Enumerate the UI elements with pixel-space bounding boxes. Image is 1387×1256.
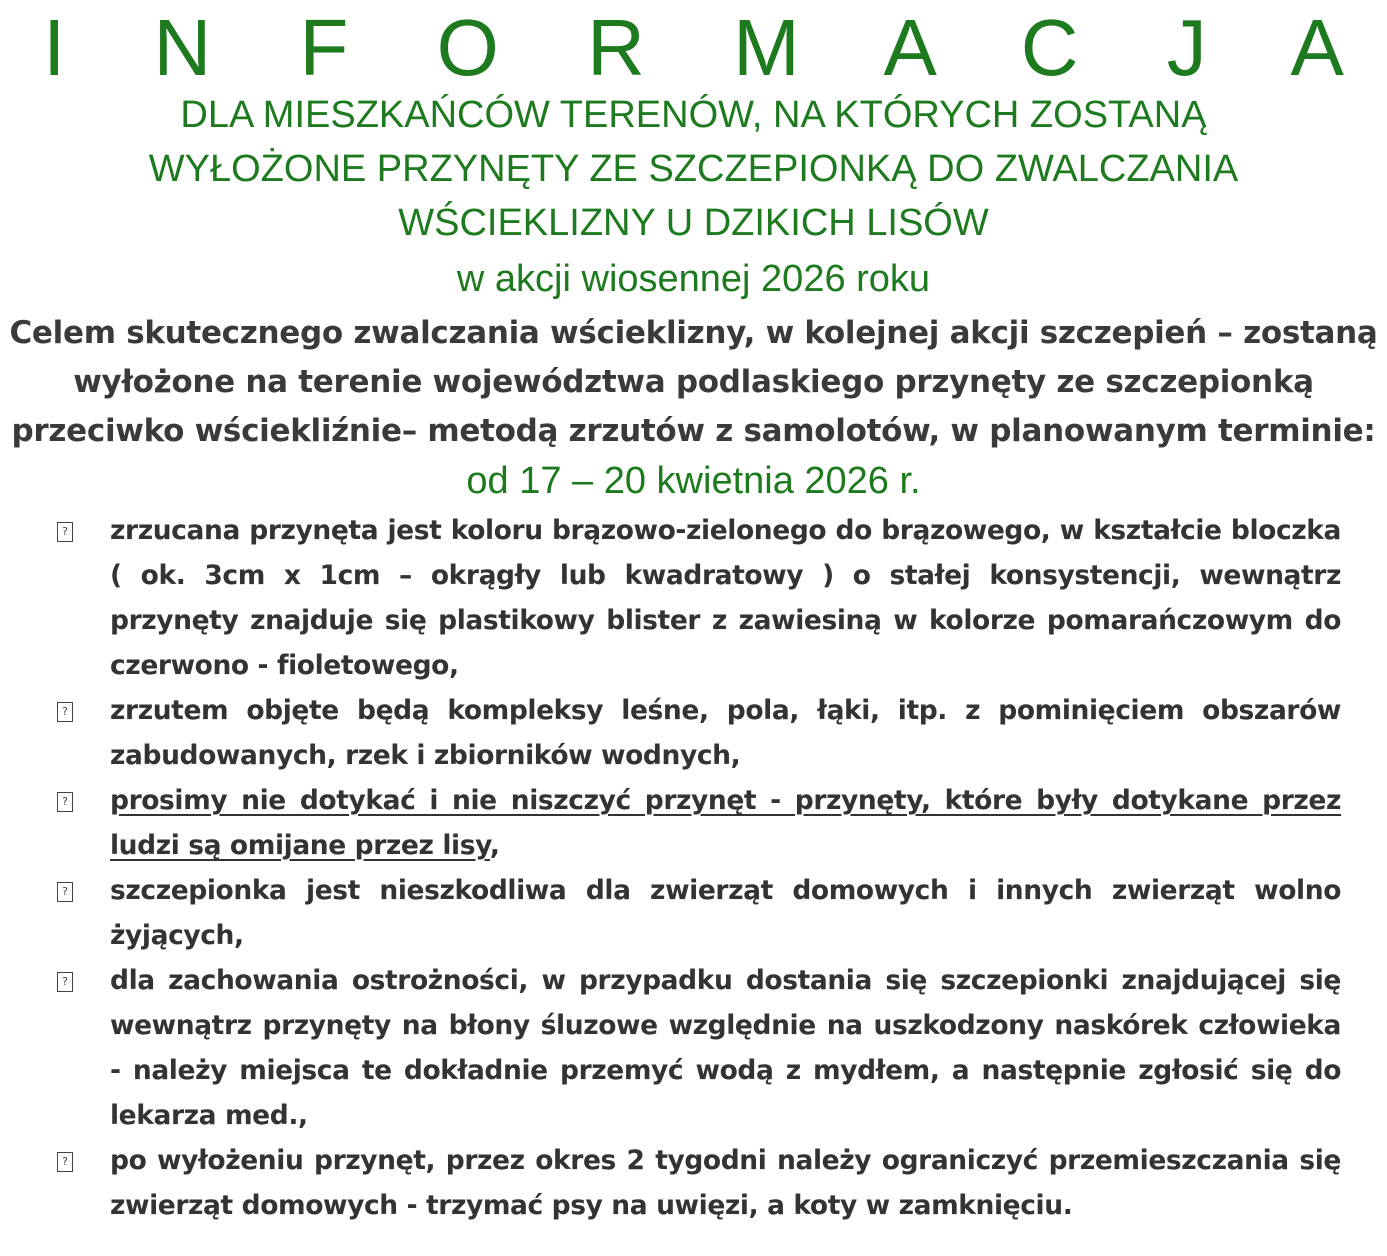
bullet-box-icon: ? <box>57 792 73 812</box>
notice-title: I N F O R M A C J A <box>43 3 1377 92</box>
subtitle-line-2: WYŁOŻONE PRZYNĘTY ZE SZCZEPIONKĄ DO ZWALCZANIA <box>148 148 1239 190</box>
campaign-date: od 17 – 20 kwietnia 2026 r. <box>466 460 921 502</box>
info-list <box>0 508 1387 1228</box>
list-item <box>0 868 1387 958</box>
lead-line-3: przeciwko wściekliźnie– metodą zrzutów z samolotów, w planowanym terminie: <box>11 413 1376 449</box>
list-item <box>0 1138 1387 1228</box>
subtitle-line-3: WŚCIEKLIZNY U DZIKICH LISÓW <box>398 202 989 244</box>
bullet-box-icon: ? <box>57 972 73 992</box>
list-item-text <box>110 778 1341 868</box>
warning-tail: , <box>489 830 500 861</box>
subtitle-line-1: DLA MIESZKAŃCÓW TERENÓW, NA KTÓRYCH ZOSTANĄ <box>180 94 1207 136</box>
list-item-text: dla zachowania ostrożności, w przypadku dostania się szczepionki znajdującej się wewnątrz przynęty na błony śluzowe względnie na uszkodzony naskórek człowieka - należy miejsca te dokładnie przemyć wodą z mydłem, a następnie zgłosić się do lekarza med., <box>110 965 1341 1131</box>
list-item <box>0 958 1387 1138</box>
lead-line-2: wyłożone na terenie województwa podlaskiego przynęty ze szczepionką <box>73 364 1314 400</box>
list-item <box>0 778 1387 868</box>
bullet-box-icon: ? <box>57 882 73 902</box>
list-item-text: szczepionka jest nieszkodliwa dla zwierząt domowych i innych zwierząt wolno żyjących, <box>110 875 1341 951</box>
bullet-box-icon: ? <box>57 522 73 542</box>
underlined-warning: prosimy nie dotykać i nie niszczyć przynęt - przynęty, które były dotykane przez ludzi są omijane przez lisy <box>110 785 1341 861</box>
campaign-line: w akcji wiosennej 2026 roku <box>456 258 931 300</box>
bullet-box-icon: ? <box>57 702 73 722</box>
bullet-box-icon: ? <box>57 1152 73 1172</box>
list-item-text: po wyłożeniu przynęt, przez okres 2 tygodni należy ograniczyć przemieszczania się zwierząt domowych - trzymać psy na uwięzi, a koty w zamknięciu. <box>110 1145 1341 1221</box>
lead-line-1: Celem skutecznego zwalczania wścieklizny, w kolejnej akcji szczepień – zostaną <box>9 315 1378 351</box>
list-item-text: zrzucana przynęta jest koloru brązowo-zielonego do brązowego, w kształcie bloczka ( ok. 3cm x 1cm – okrągły lub kwadratowy ) o stałej konsystencji, wewnątrz przynęty znajduje się plastikowy blister z zawiesiną w kolorze pomarańczowym do czerwono - fioletowego, <box>110 515 1341 681</box>
list-item-text: zrzutem objęte będą kompleksy leśne, pola, łąki, itp. z pominięciem obszarów zabudowanych, rzek i zbiorników wodnych, <box>110 695 1341 771</box>
list-item <box>0 508 1387 688</box>
list-item <box>0 688 1387 778</box>
